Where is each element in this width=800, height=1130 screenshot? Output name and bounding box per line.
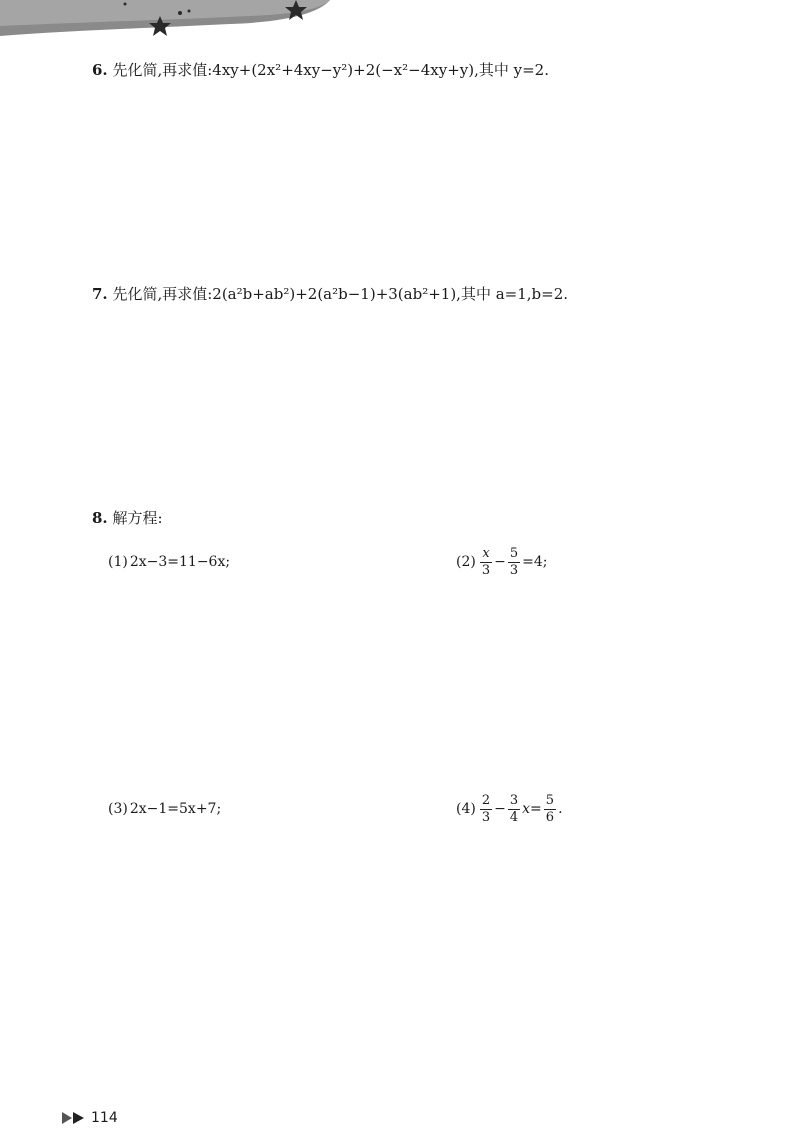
subquestion-2: (2) $\frac{x}{3}$ − $\frac{5}{3}$ =4; bbox=[456, 545, 548, 578]
page-number: 114 bbox=[91, 1110, 118, 1126]
question-6 bbox=[92, 60, 549, 80]
question-number: 6. bbox=[92, 61, 108, 79]
question-7 bbox=[92, 284, 568, 304]
fraction: $\frac{5}{6}$ bbox=[545, 792, 555, 825]
subquestion-label: (3) bbox=[108, 801, 128, 817]
question-text: 先化简,再求值:4xy+(2x²+4xy−y²)+2(−x²−4xy+y),其中 y=2. bbox=[112, 61, 549, 79]
page-footer bbox=[62, 1110, 118, 1126]
question-text: 先化简,再求值:2(a²b+ab²)+2(a²b−1)+3(ab²+1),其中 a=1,b=2. bbox=[112, 285, 569, 303]
fraction: $\frac{2}{3}$ bbox=[481, 792, 491, 825]
decorative-banner bbox=[0, 0, 800, 60]
subquestion-1 bbox=[108, 537, 230, 587]
equation-text: 2x−1=5x+7; bbox=[129, 801, 222, 817]
subquestion-label: (1) bbox=[108, 554, 128, 570]
subquestion-4: (4) $\frac{2}{3}$ − $\frac{3}{4}$ x= $\frac{5}{6}$ . bbox=[456, 792, 563, 825]
question-8 bbox=[92, 508, 163, 528]
double-arrow-icon bbox=[62, 1111, 88, 1125]
question-number: 8. bbox=[92, 509, 108, 527]
subquestion-label: (2) bbox=[456, 554, 476, 570]
equation-text: 2x−3=11−6x; bbox=[129, 554, 231, 570]
subquestion-3 bbox=[108, 784, 221, 834]
subquestion-label: (4) bbox=[456, 801, 476, 817]
fraction: $\frac{3}{4}$ bbox=[509, 792, 519, 825]
fraction: $\frac{5}{3}$ bbox=[509, 545, 519, 578]
question-text: 解方程: bbox=[112, 509, 163, 527]
question-number: 7. bbox=[92, 285, 108, 303]
fraction: $\frac{x}{3}$ bbox=[481, 545, 491, 578]
